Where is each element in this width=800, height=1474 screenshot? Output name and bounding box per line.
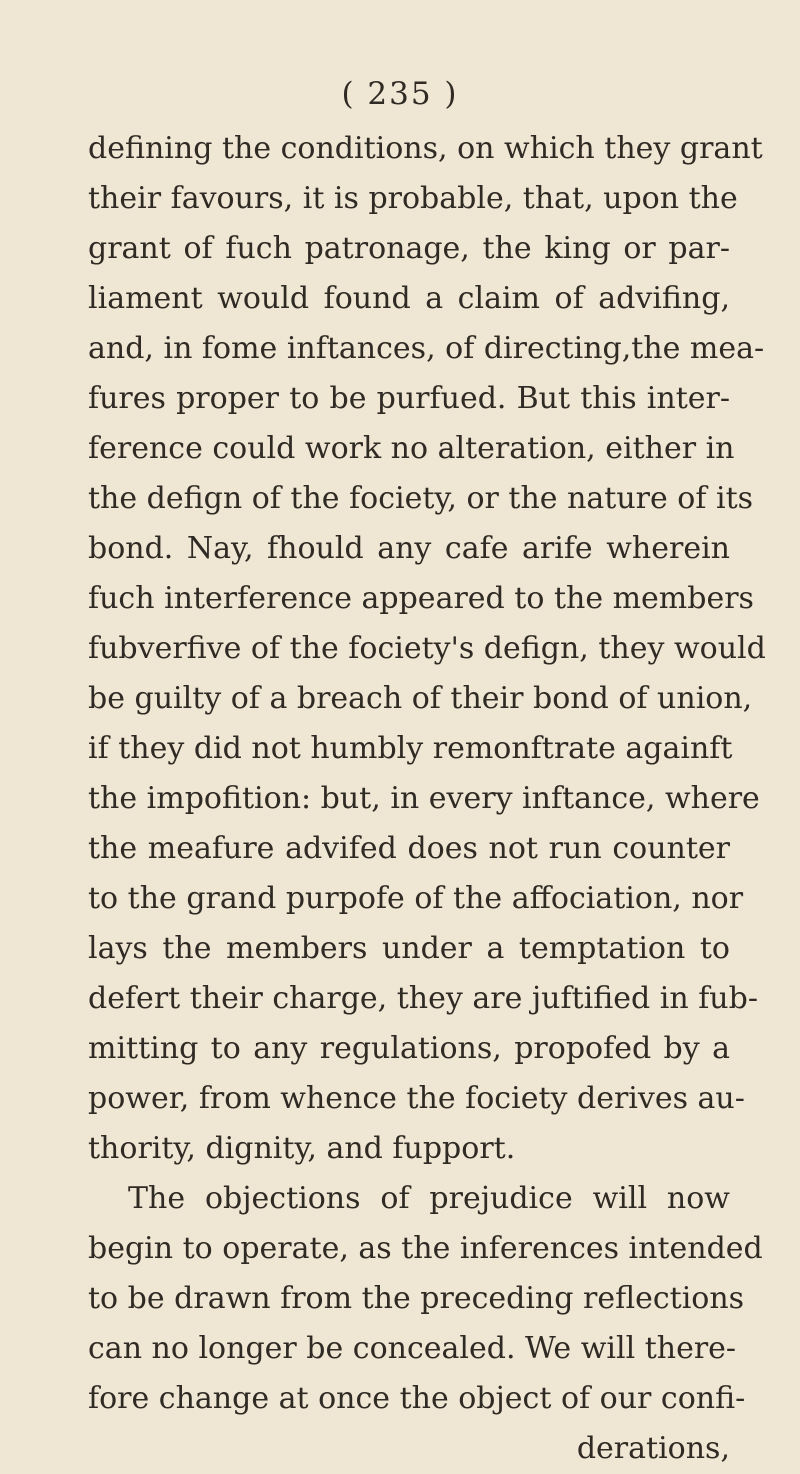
- text-line-2: their favours, it is probable, that, upon the: [88, 181, 738, 216]
- text-line-20: power, from whence the fociety derives au-: [88, 1081, 745, 1116]
- text-line-26: fore change at once the object of our confi-: [88, 1381, 746, 1416]
- text-line-3: grant of fuch patronage, the king or par-: [88, 231, 730, 266]
- text-line-15: the meafure advifed does not run counter: [88, 831, 730, 866]
- text-line-12: be guilty of a breach of their bond of union,: [88, 681, 753, 716]
- text-line-7: ference could work no alteration, either in: [88, 431, 735, 466]
- page-number-header: ( 235 ): [341, 76, 459, 112]
- text-line-5: and, in fome inftances, of directing,the mea-: [88, 331, 765, 366]
- text-line-14: the impofition: but, in every inftance, where: [88, 781, 760, 816]
- text-line-13: if they did not humbly remonftrate againft: [88, 731, 733, 766]
- text-line-19: mitting to any regulations, propofed by a: [88, 1031, 730, 1066]
- text-line-8: the defign of the fociety, or the nature of its: [88, 481, 754, 516]
- text-line-10: fuch interference appeared to the members: [88, 581, 754, 616]
- text-line-23: begin to operate, as the inferences intended: [88, 1231, 763, 1266]
- text-line-6: fures proper to be purfued. But this inter-: [88, 381, 730, 416]
- text-line-22: The objections of prejudice will now: [128, 1181, 730, 1216]
- text-line-9: bond. Nay, fhould any cafe arife wherein: [88, 531, 730, 566]
- text-line-25: can no longer be concealed. We will there-: [88, 1331, 737, 1366]
- text-line-17: lays the members under a temptation to: [88, 931, 730, 966]
- page-body-text: [88, 124, 766, 1474]
- text-line-24: to be drawn from the preceding reflections: [88, 1281, 745, 1316]
- text-line-4: liament would found a claim of advifing,: [88, 281, 730, 316]
- text-line-18: defert their charge, they are juftified in fub-: [88, 981, 758, 1016]
- text-line-21: thority, dignity, and fupport.: [88, 1131, 516, 1166]
- text-line-16: to the grand purpofe of the affociation, nor: [88, 881, 744, 916]
- text-line-1: defining the conditions, on which they grant: [88, 131, 763, 166]
- text-line-11: fubverfive of the fociety's defign, they would: [88, 631, 766, 666]
- catchword: derations,: [576, 1431, 730, 1466]
